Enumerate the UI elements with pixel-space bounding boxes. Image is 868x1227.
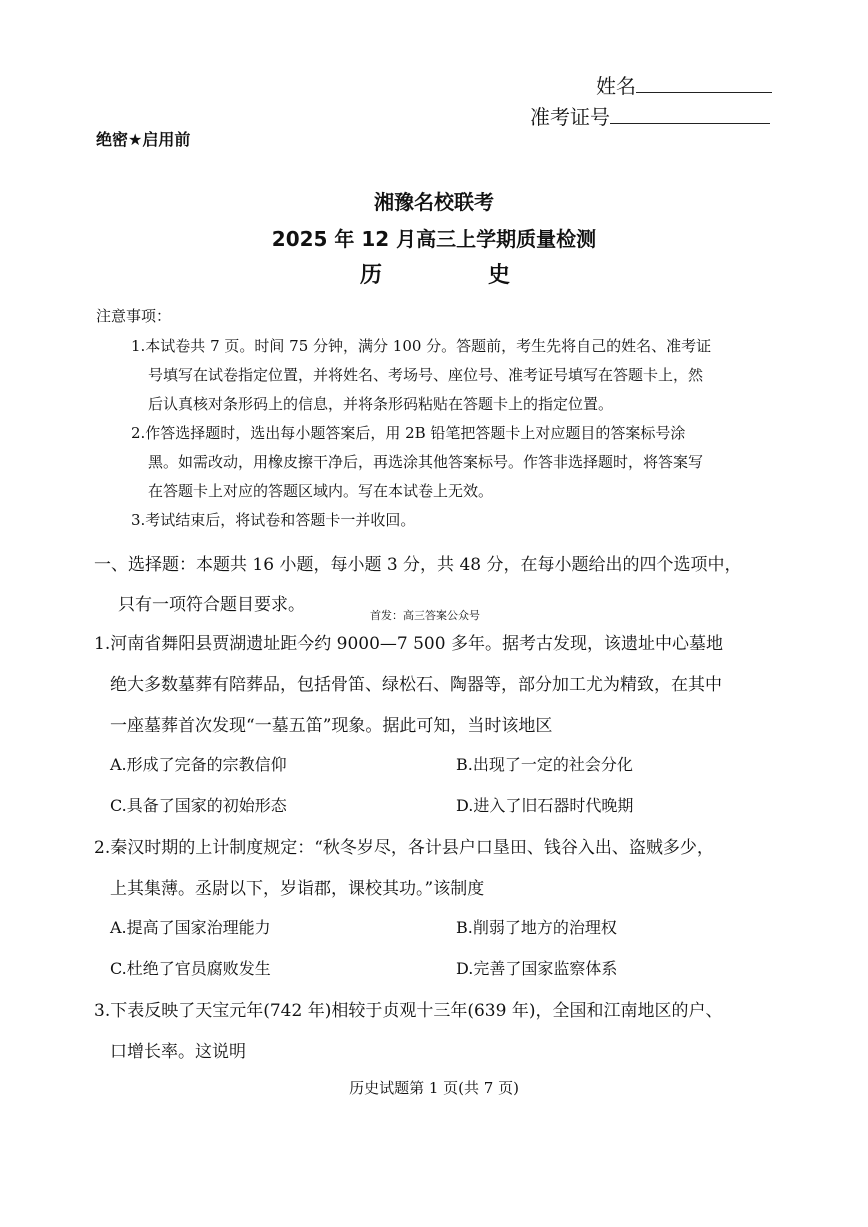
question-2-line: 2.秦汉时期的上计制度规定：“秋冬岁尽，各计县户口垦田、钱谷入出、盗贼多少， [94,838,714,858]
confidential-mark: 绝密★启用前 [96,130,191,149]
source-watermark: 首发：高三答案公众号 [370,609,480,622]
exam-title: 2025 年 12 月高三上学期质量检测 [271,227,597,251]
question-3-line: 口增长率。这说明 [110,1042,246,1062]
q1-option-c[interactable]: C.具备了国家的初始形态 [110,796,287,815]
question-2-line: 上其集薄。丞尉以下，岁诣郡，课校其功。”该制度 [110,879,485,899]
q1-option-b[interactable]: B.出现了一定的社会分化 [456,755,633,774]
notice-line: 后认真核对条形码上的信息，并将条形码粘贴在答题卡上的指定位置。 [148,395,614,413]
exam-id-label: 准考证号 [530,105,610,129]
notice-line: 黑。如需改动，用橡皮擦干净后，再选涂其他答案标号。作答非选择题时，将答案写 [148,453,704,471]
notice-line: 3.考试结束后，将试卷和答题卡一并收回。 [131,511,416,529]
section-heading: 一、选择题：本题共 16 小题，每小题 3 分，共 48 分，在每小题给出的四个选项中， [94,555,742,575]
exam-org-title: 湘豫名校联考 [374,190,494,214]
q1-option-a[interactable]: A.形成了完备的宗教信仰 [110,755,287,774]
name-label: 姓名 [596,74,636,98]
notice-line: 2.作答选择题时，选出每小题答案后，用 2B 铅笔把答题卡上对应题目的答案标号涂 [131,424,686,442]
page-footer: 历史试题第 1 页(共 7 页) [349,1079,519,1097]
subject-char-2: 史 [488,263,511,288]
notice-line: 1.本试卷共 7 页。时间 75 分钟，满分 100 分。答题前，考生先将自己的姓名、准考证 [131,337,712,355]
q2-option-a[interactable]: A.提高了国家治理能力 [110,918,271,937]
notice-heading: 注意事项： [96,307,172,325]
exam-id-blank[interactable] [610,103,770,124]
q2-option-c[interactable]: C.杜绝了官员腐败发生 [110,959,271,978]
question-1-line: 一座墓葬首次发现“一墓五笛”现象。据此可知，当时该地区 [110,716,553,736]
notice-line: 号填写在试卷指定位置，并将姓名、考场号、座位号、准考证号填写在答题卡上，然 [148,366,704,384]
subject-char-1: 历 [360,263,383,288]
question-1-line: 绝大多数墓葬有陪葬品，包括骨笛、绿松石、陶器等，部分加工尤为精致，在其中 [110,675,722,695]
name-blank[interactable] [636,72,772,93]
q2-option-d[interactable]: D.完善了国家监察体系 [456,959,618,978]
question-1-line: 1.河南省舞阳县贾湖遗址距今约 9000—7 500 多年。据考古发现，该遗址中心墓地 [94,634,723,654]
section-heading-cont: 只有一项符合题目要求。 [118,595,305,615]
notice-line: 在答题卡上对应的答题区域内。写在本试卷上无效。 [148,482,494,500]
name-field [596,70,772,99]
q2-option-b[interactable]: B.削弱了地方的治理权 [456,918,617,937]
exam-id-field [530,101,770,130]
question-3-line: 3.下表反映了天宝元年(742 年)相较于贞观十三年(639 年)，全国和江南地区的户、 [94,1001,723,1021]
q1-option-d[interactable]: D.进入了旧石器时代晚期 [456,796,634,815]
